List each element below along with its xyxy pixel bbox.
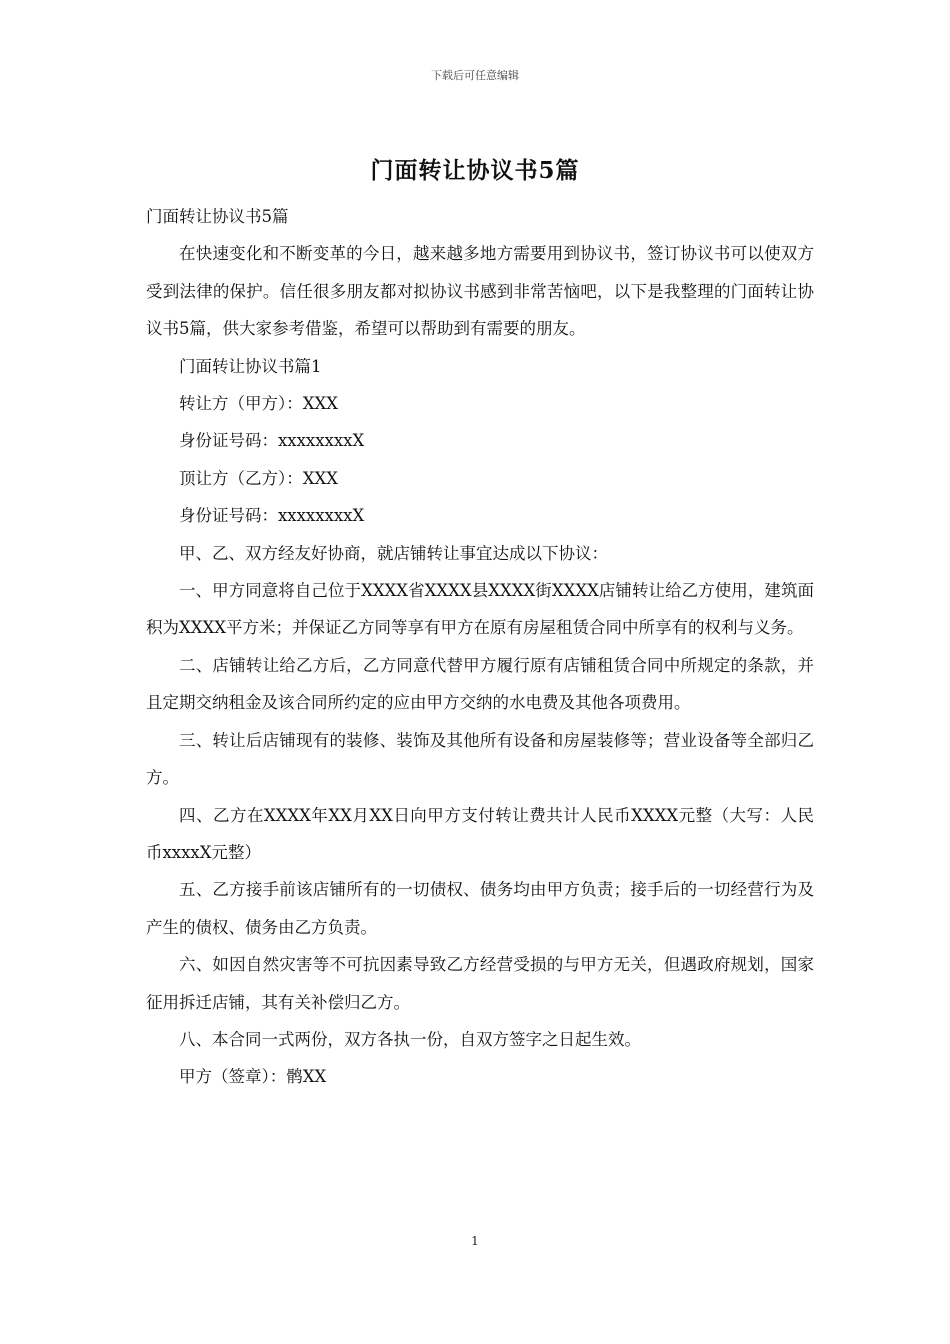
page-number: 1 xyxy=(471,1234,479,1248)
paragraph: 八、本合同一式两份，双方各执一份，自双方签字之日起生效。 xyxy=(179,1029,641,1049)
paragraph: 门面转让协议书篇1 xyxy=(179,356,322,376)
paragraph: 在快速变化和不断变革的今日，越来越多地方需要用到协议书，签订协议书可以使双方受到法律的保护。信任很多朋友都对拟协议书感到非常苦恼吧，以下是我整理的门面转让协议书5篇，供大家参考借鉴，希望可以帮助到有需要的朋友。 xyxy=(146,244,814,339)
paragraph: 三、转让后店铺现有的装修、装饰及其他所有设备和房屋装修等；营业设备等全部归乙方。 xyxy=(146,730,814,788)
paragraph: 转让方（甲方）：XXX xyxy=(179,394,338,414)
paragraph: 身份证号码：xxxxxxxxX xyxy=(179,506,365,526)
paragraph: 一、甲方同意将自己位于XXXX省XXXX县XXXX街XXXX店铺转让给乙方使用，建筑面积为XXXX平方米；并保证乙方同等享有甲方在原有房屋租赁合同中所享有的权利与义务。 xyxy=(146,581,814,638)
paragraph: 四、乙方在XXXX年XX月XX日向甲方支付转让费共计人民币XXXX元整（大写：人民币xxxxX元整） xyxy=(146,805,814,862)
paragraph: 门面转让协议书5篇 xyxy=(146,207,289,226)
paragraph: 二、店铺转让给乙方后，乙方同意代替甲方履行原有店铺租赁合同中所规定的条款，并且定期交纳租金及该合同所约定的应由甲方交纳的水电费及其他各项费用。 xyxy=(146,655,814,713)
paragraph: 甲、乙、双方经友好协商，就店铺转让事宜达成以下协议： xyxy=(179,543,608,563)
paragraph: 顶让方（乙方）：XXX xyxy=(179,468,338,488)
document-body xyxy=(146,198,814,1096)
paragraph: 六、如因自然灾害等不可抗因素导致乙方经营受损的与甲方无关，但遇政府规划，国家征用拆迁店铺，其有关补偿归乙方。 xyxy=(146,955,814,1012)
paragraph: 身份证号码：xxxxxxxxX xyxy=(179,431,365,451)
document-title: 门面转让协议书5篇 xyxy=(370,157,580,184)
paragraph: 甲方（签章）：鹘XX xyxy=(179,1067,327,1087)
page-header: 下载后可任意编辑 xyxy=(431,69,519,82)
paragraph: 五、乙方接手前该店铺所有的一切债权、债务均由甲方负责；接手后的一切经营行为及产生的债权、债务由乙方负责。 xyxy=(146,880,814,937)
